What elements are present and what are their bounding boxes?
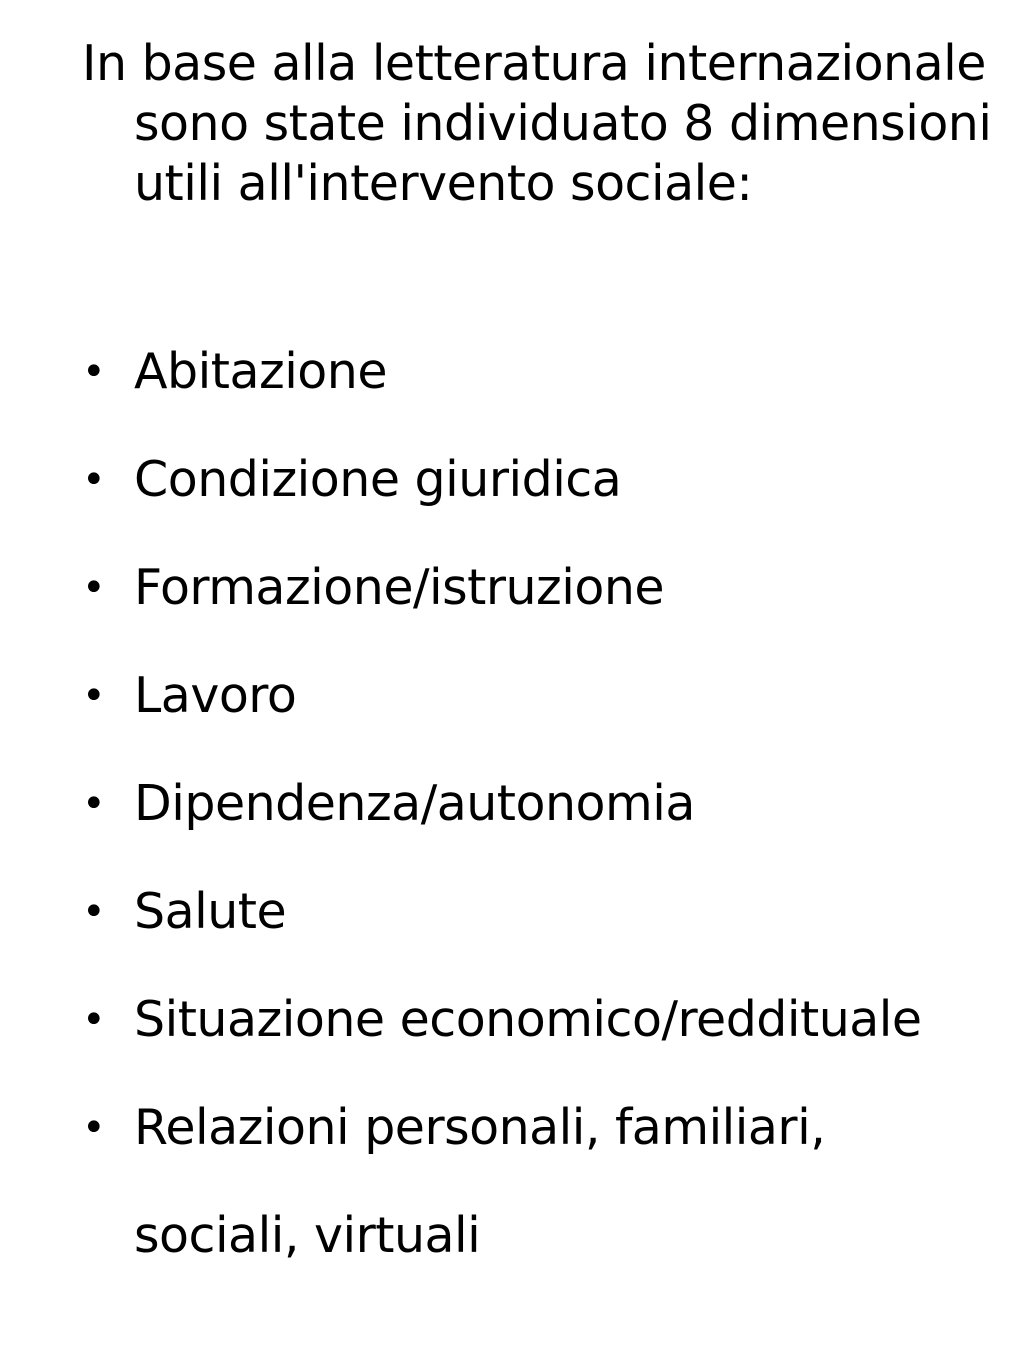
bullet-icon: •: [82, 565, 106, 611]
bullet-icon: •: [82, 781, 106, 827]
list-item-label: Formazione/istruzione: [134, 559, 665, 616]
list-item-label: Abitazione: [134, 343, 387, 400]
list-item-label: Salute: [134, 883, 287, 940]
list-item: [82, 1074, 982, 1290]
bullet-icon: •: [82, 1105, 106, 1151]
list-item: [82, 426, 982, 534]
bullet-icon: •: [82, 457, 106, 503]
intro-paragraph: In base alla letteratura internazionale sono state individuato 8 dimensioni utili all'intervento sociale:: [82, 35, 992, 212]
list-item-label: Dipendenza/autonomia: [134, 775, 695, 832]
list-item: [82, 318, 982, 426]
list-item: [82, 642, 982, 750]
list-item: [82, 534, 982, 642]
bullet-icon: •: [82, 673, 106, 719]
list-item-label: Condizione giuridica: [134, 451, 622, 508]
bullet-icon: •: [82, 997, 106, 1043]
bullet-icon: •: [82, 349, 106, 395]
list-item-label: Situazione economico/reddituale: [134, 991, 922, 1048]
list-item: [82, 750, 982, 858]
list-item-label: Lavoro: [134, 667, 297, 724]
dimensions-list: [82, 318, 982, 1290]
list-item: [82, 966, 982, 1074]
list-item-label: Relazioni personali, familiari, sociali, virtuali: [134, 1099, 826, 1264]
list-item: [82, 858, 982, 966]
bullet-icon: •: [82, 889, 106, 935]
